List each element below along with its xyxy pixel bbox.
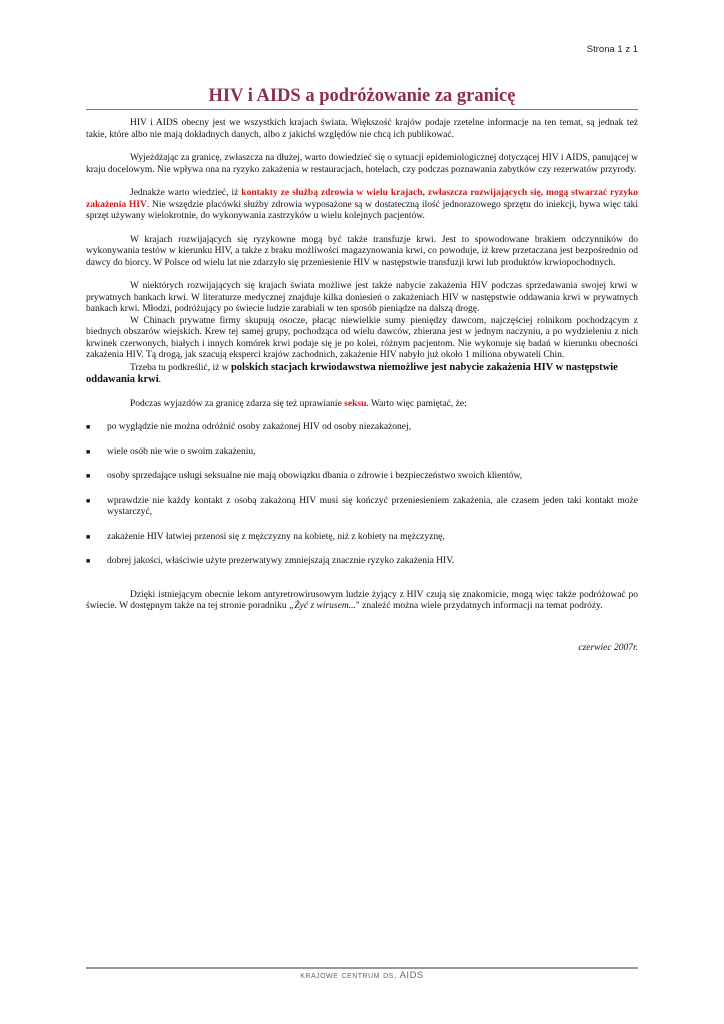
page-number: Strona 1 z 1 xyxy=(586,44,638,55)
list-item-text: po wyglądzie nie można odróżnić osoby zakażonej HIV od osoby niezakażonej, xyxy=(107,422,411,432)
list-item xyxy=(86,532,638,544)
highlight-healthcare-risk: kontakty ze służbą zdrowia w wielu krajach, zwłaszcza rozwijających się, mogą stwarzać ryzyko zakażenia HIV xyxy=(86,188,638,210)
list-item-text: wiele osób nie wie o swoim zakażeniu, xyxy=(107,446,256,457)
highlight-sex: seksu xyxy=(344,398,367,409)
list-item xyxy=(86,556,638,568)
footer-rule xyxy=(86,967,638,969)
paragraph-sex xyxy=(86,399,638,411)
paragraph-poland-blood xyxy=(86,362,638,387)
bullet-list xyxy=(86,422,638,568)
paragraph-china: W Chinach prywatne firmy skupują osocze, płacąc niewielkie sumy pieniędzy dawcom, najczęściej rolnikom pochodzącym z biednych obszarów wiejskich. Krew tej samej grupy, pochodząca od wielu dawców, zbierana jest w jednym naczyniu, a po wydzieleniu z nich krwinek czerwonych, białych i innych komórek krwi podaje się je po kolei, różnym pacjentom. Nie wykonuje się badań w kierunku obecności zakażenia HIV. Tą drogą, jak szacują eksperci krajów zachodnich, zakażenie HIV nabyło już około 1 miliona obywateli Chin. xyxy=(86,315,638,360)
document-body xyxy=(86,118,638,654)
list-item xyxy=(86,496,638,519)
footer-organization: krajowe centrum ds. AIDS xyxy=(300,970,424,981)
paragraph-epidemiology: Wyjeżdżając za granicę, zwłaszcza na dłużej, warto dowiedzieć się o sytuacji epidemiologicznej dotyczącej HIV i AIDS, panującej w kraju docelowym. Nie wpływa ona na ryzyko zakażenia w restauracjach, hotelach, czy podczas poznawania zabytków czy rezerwatów przyrody. xyxy=(86,153,638,175)
document-title: HIV i AIDS a podróżowanie za granicę xyxy=(208,86,516,106)
text-run: Dzięki istniejącym obecnie lekom antyretrowirusowym ludzie żyjący z HIV czują się znakomicie, mogą więc także podróżować po świecie. W dostępnym także na tej stronie poradniku xyxy=(86,589,638,611)
bullet-square-icon: ■ xyxy=(86,496,91,505)
list-item-text: wprawdzie nie każdy kontakt z osobą zakażoną HIV musi się kończyć przeniesieniem zakażenia, ale czasem jeden taki kontakt może wystarczyć, xyxy=(107,495,638,517)
text-run: . Nie wszędzie placówki służby zdrowia wyposażone są w dostateczną ilość jednorazowego sprzętu do iniekcji, bywa więc taki sprzęt używany wielokrotnie, do wykonywania zastrzyków u wielu kolejnych pacjentów. xyxy=(86,199,638,221)
text-run: Podczas wyjazdów za granicę zdarza się też uprawianie xyxy=(130,398,345,409)
list-item xyxy=(86,422,638,434)
text-run: Trzeba tu podkreślić, iż w xyxy=(130,362,231,373)
text-run: Jednakże warto wiedzieć, iż xyxy=(130,188,242,198)
document-date: czerwiec 2007r. xyxy=(578,642,638,653)
paragraph-treatment xyxy=(86,590,638,613)
paragraph-intro: HIV i AIDS obecny jest we wszystkich krajach świata. Większość krajów podaje rzetelne informacje na ten temat, są jednak też takie, które albo nie mają dokładnych danych, albo z jakichś względów nie chcą ich publikować. xyxy=(86,118,638,140)
highlight-poland-safe: polskich stacjach krwiodawstwa niemożliwe jest nabycie zakażenia HIV w następstwie oddawania krwi xyxy=(86,361,618,385)
list-item xyxy=(86,447,638,459)
bullet-square-icon: ■ xyxy=(86,472,91,480)
text-run: " znaleźć można wiele przydatnych informacji na temat podróży. xyxy=(355,601,603,611)
bullet-square-icon: ■ xyxy=(86,532,91,541)
list-item-text: osoby sprzedające usługi seksualne nie mają obowiązku dbania o zdrowie i bezpieczeństwo swoich klientów, xyxy=(107,471,523,481)
list-item xyxy=(86,471,638,483)
bullet-square-icon: ■ xyxy=(86,447,91,456)
list-item-text: zakażenie HIV łatwiej przenosi się z mężczyzny na kobietę, niż z kobiety na mężczyznę, xyxy=(107,531,445,542)
text-run: . Warto więc pamiętać, że: xyxy=(366,398,467,409)
bullet-square-icon: ■ xyxy=(86,557,91,565)
bullet-square-icon: ■ xyxy=(86,423,91,431)
guide-title: „Żyć z wirusem... xyxy=(289,601,356,611)
paragraph-blood-banks: W niektórych rozwijających się krajach świata możliwe jest także nabycie zakażenia HIV podczas sprzedawania swojej krwi w prywatnych bankach krwi. W literaturze medycznej znajduje kilka doniesień o zakażeniach HIV w następstwie oddawania krwi w prywatnych bankach krwi. Młodzi, podróżujący po świecie ludzie zarabiali w ten sposób pieniądze na dalszą drogę. xyxy=(86,281,638,314)
title-rule xyxy=(86,109,638,110)
paragraph-transfusions: W krajach rozwijających się ryzykowne mogą być także transfuzje krwi. Jest to spowodowane brakiem odczynników do wykonywania testów w kierunku HIV, a także z braku możliwości magazynowania krwi, co powoduje, iż krew przetaczana jest bezpośrednio od dawcy do biorcy. W Polsce od wielu lat nie zdarzyło się przeniesienie HIV w następstwie transfuzji krwi lub produktów krwiopochodnych. xyxy=(86,234,638,268)
list-item-text: dobrej jakości, właściwie użyte prezerwatywy zmniejszają znacznie ryzyko zakażenia HIV. xyxy=(107,556,455,566)
text-run: . xyxy=(158,375,162,385)
paragraph-healthcare xyxy=(86,188,638,223)
